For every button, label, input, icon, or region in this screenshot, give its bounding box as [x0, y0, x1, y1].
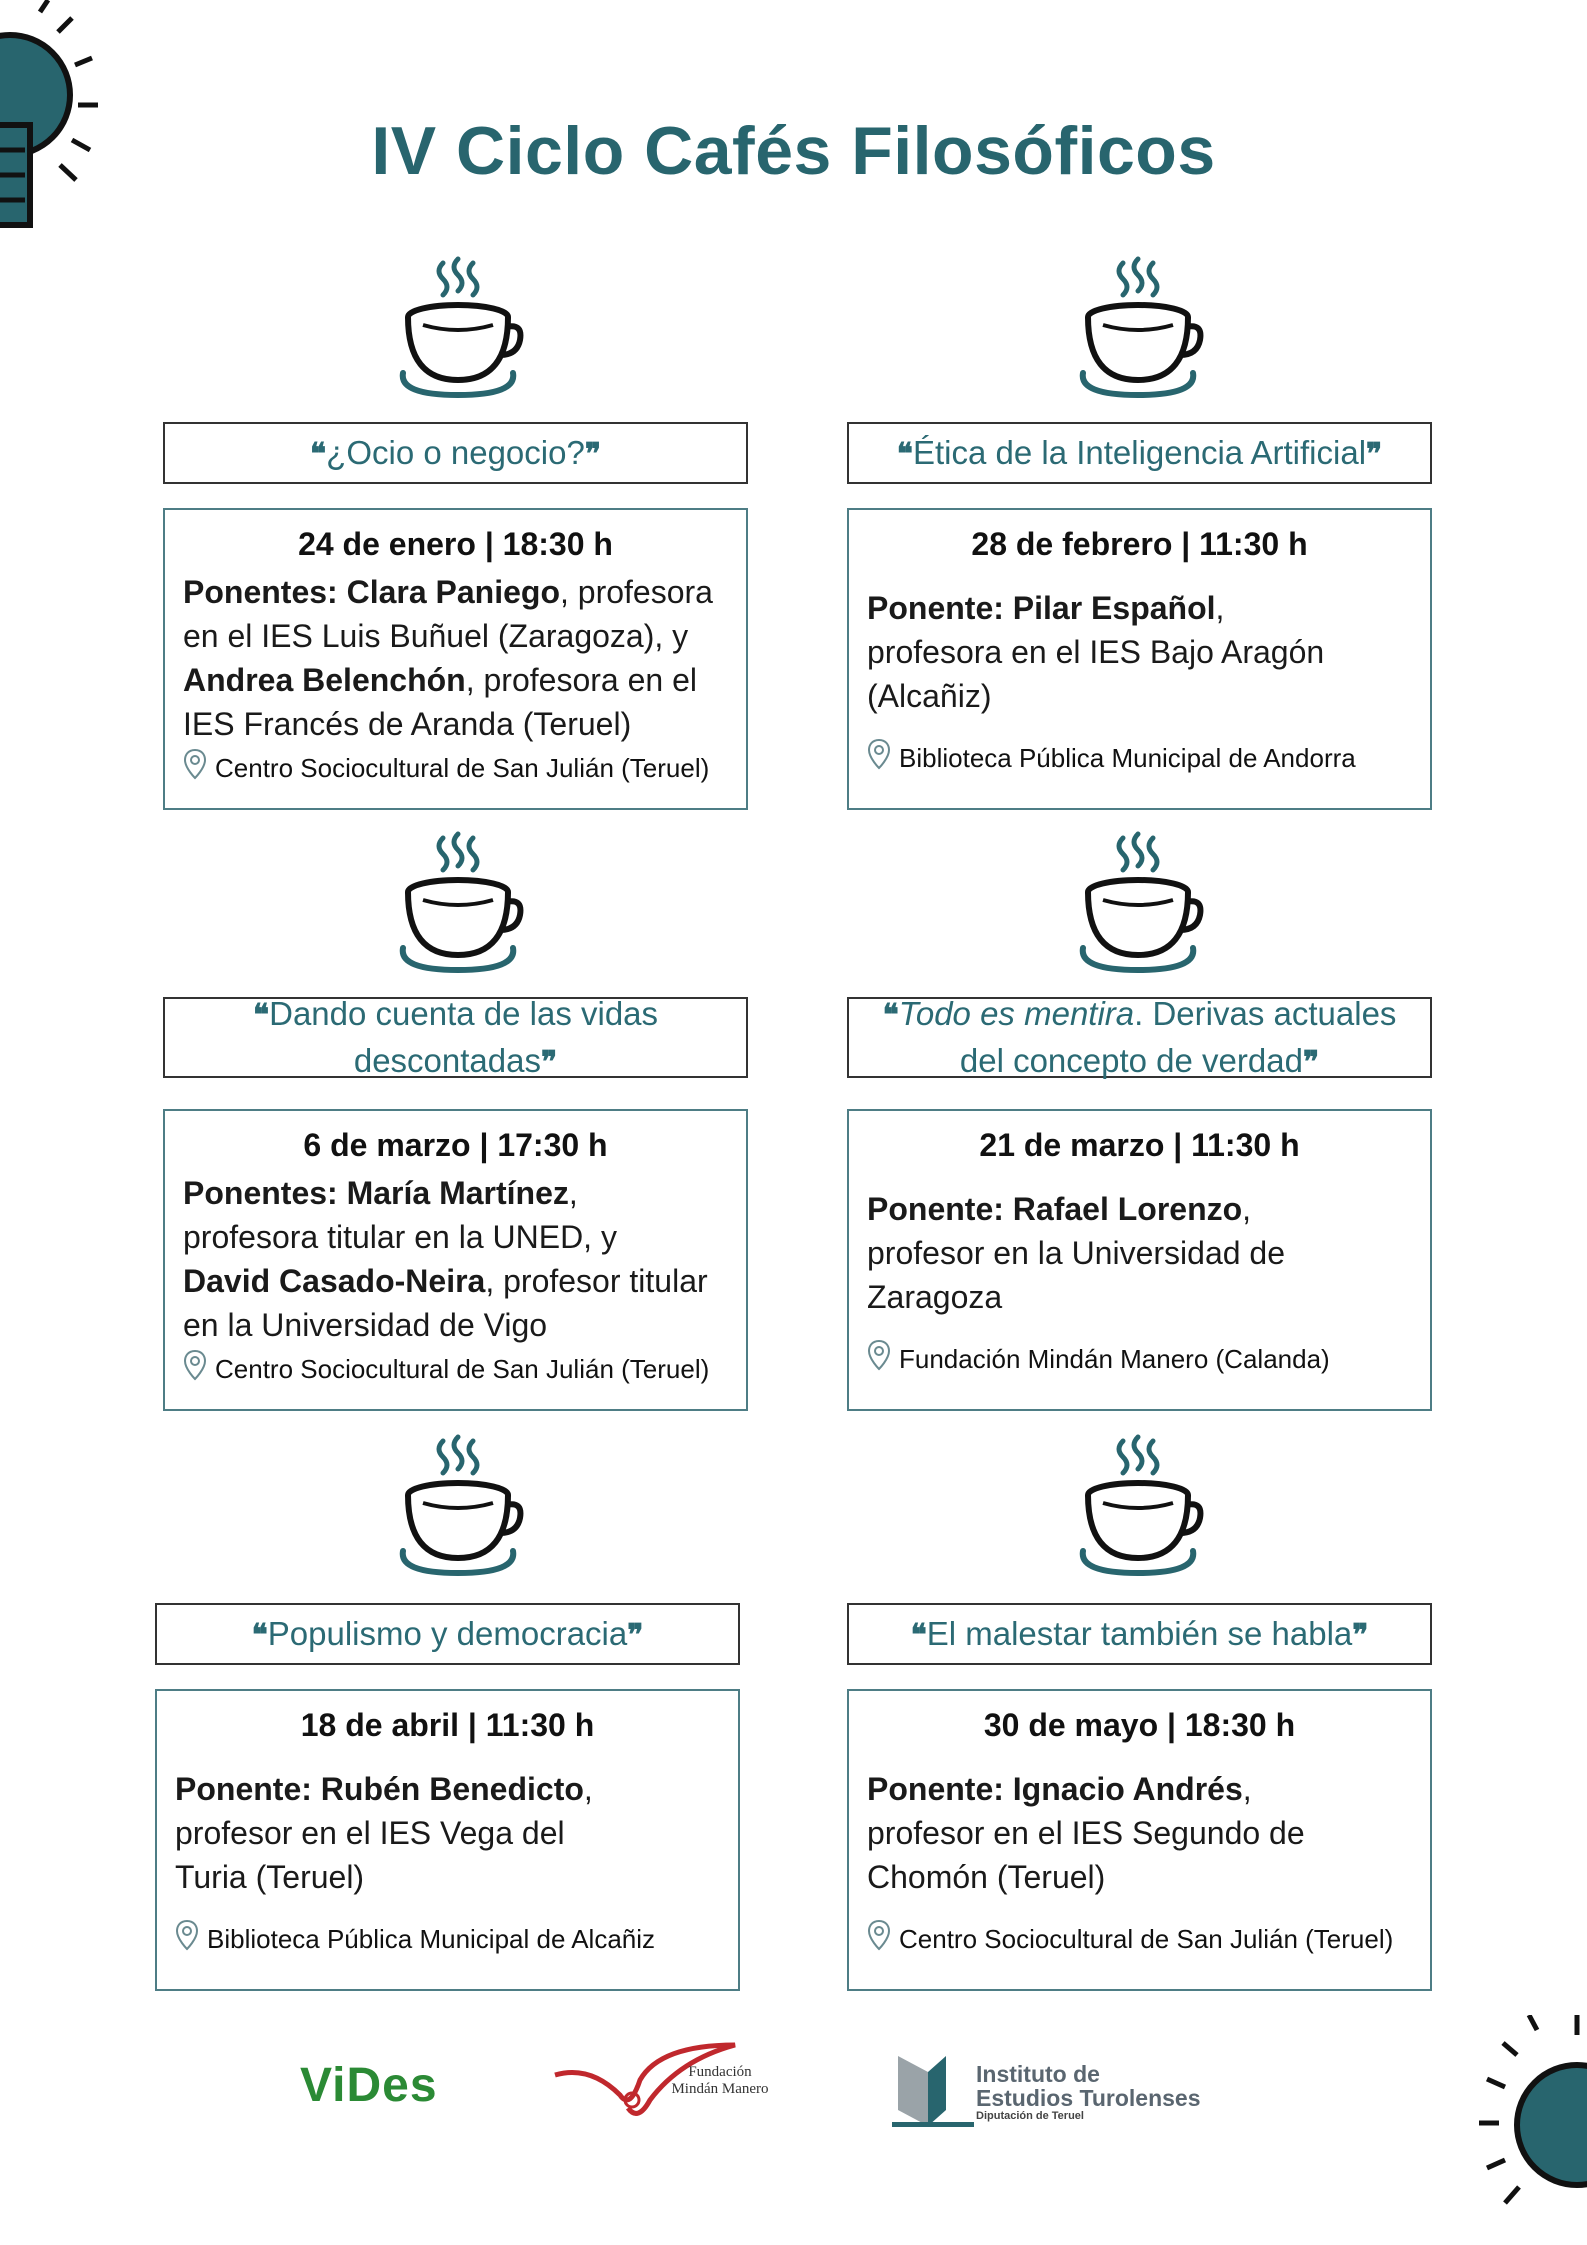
speaker-line	[175, 1855, 720, 1899]
event-date: 24 de enero | 18:30 h	[298, 526, 613, 562]
speaker-text: profesora titular en la UNED, y	[183, 1219, 617, 1255]
speaker-line	[867, 1275, 1412, 1319]
vides-logo: ViDes	[300, 2059, 438, 2112]
event-date: 21 de marzo | 11:30 h	[979, 1127, 1300, 1163]
speaker-text: en el IES Luis Buñuel (Zaragoza), y	[183, 618, 689, 654]
iet-line1: Instituto de	[976, 2061, 1100, 2087]
quote-close-icon: ❞	[540, 1044, 558, 1080]
event-details	[163, 1109, 748, 1411]
location-text: Fundación Mindán Manero (Calanda)	[899, 1343, 1330, 1374]
speaker-text: , profesora	[559, 574, 713, 610]
speaker-line	[175, 1811, 720, 1855]
location-text: Centro Sociocultural de San Julián (Teruel)	[899, 1923, 1394, 1954]
quote-open-icon: ❝	[310, 436, 327, 472]
speaker-text: ,	[583, 1771, 593, 1807]
event-title-text: El malestar también se habla	[926, 1614, 1353, 1652]
speaker-text: , profesora en el	[465, 662, 697, 698]
location-pin-icon	[175, 1919, 199, 1958]
event-title-text: ¿Ocio o negocio?	[326, 433, 585, 471]
speaker-line	[175, 1767, 720, 1811]
speaker-line	[183, 570, 728, 614]
event-details	[847, 508, 1432, 810]
speaker-line	[867, 674, 1412, 718]
event-title-text-end: . Derivas actuales del concepto de verdad	[959, 994, 1397, 1079]
mindan-line1: Fundación	[688, 2064, 752, 2080]
speaker-line	[183, 1259, 728, 1303]
location-pin-icon	[183, 1349, 207, 1388]
speaker-text: ,	[568, 1175, 578, 1211]
speaker-line	[867, 586, 1412, 630]
page-title: IV Ciclo Cafés Filosóficos	[371, 113, 1216, 189]
speaker-text: Turia (Teruel)	[175, 1859, 365, 1895]
speaker-text: profesor en el IES Vega del	[175, 1815, 565, 1851]
location-text: Centro Sociocultural de San Julián (Teruel)	[215, 1353, 710, 1384]
event-title-text: Ética de la Inteligencia Artificial	[912, 433, 1367, 471]
iet-line2: Estudios Turolenses	[976, 2085, 1201, 2111]
speaker-bold: Ponentes: María Martínez	[183, 1175, 569, 1211]
speaker-bold: Ponente: Ignacio Andrés	[867, 1771, 1243, 1807]
event-date: 30 de mayo | 18:30 h	[983, 1707, 1296, 1743]
speaker-line	[183, 614, 728, 658]
lightbulb-icon	[1477, 2015, 1587, 2245]
event-location	[183, 1349, 728, 1388]
event-location	[867, 738, 1412, 777]
location-pin-icon	[867, 1919, 891, 1958]
location-text: Biblioteca Pública Municipal de Alcañiz	[207, 1923, 656, 1954]
event-title-text: Dando cuenta de las vidas descontadas	[269, 994, 659, 1079]
speaker-text: ,	[1215, 590, 1225, 626]
iet-line3: Diputación de Teruel	[976, 2110, 1084, 2122]
coffee-cup-icon	[395, 255, 525, 405]
location-pin-icon	[867, 738, 891, 777]
speaker-line	[867, 1811, 1412, 1855]
event-title	[155, 1603, 740, 1665]
quote-open-icon: ❝	[251, 1617, 268, 1653]
speaker-line	[183, 702, 728, 746]
speaker-bold: Andrea Belenchón	[183, 662, 466, 698]
event-location	[867, 1339, 1412, 1378]
event-details	[847, 1109, 1432, 1411]
speaker-line	[867, 1187, 1412, 1231]
event-details	[847, 1689, 1432, 1991]
event-title	[163, 422, 748, 484]
speaker-text: profesor en la Universidad de	[867, 1235, 1286, 1271]
quote-open-icon: ❝	[252, 997, 270, 1033]
speaker-line	[183, 1171, 728, 1215]
speaker-text: , profesor titular	[485, 1263, 708, 1299]
event-title	[847, 1603, 1432, 1665]
event-date: 18 de abril | 11:30 h	[300, 1707, 595, 1743]
coffee-cup-icon	[395, 1433, 525, 1583]
event-title	[847, 994, 1432, 1080]
speaker-line	[183, 1303, 728, 1347]
quote-close-icon: ❞	[1302, 1044, 1320, 1080]
speaker-bold: David Casado-Neira	[183, 1263, 486, 1299]
mindan-manero-logo	[550, 2040, 780, 2130]
speaker-text: Chomón (Teruel)	[867, 1859, 1106, 1895]
speaker-text: Zaragoza	[867, 1279, 1003, 1315]
location-text: Centro Sociocultural de San Julián (Teruel)	[215, 752, 710, 783]
speaker-text: ,	[1242, 1771, 1252, 1807]
speaker-line	[867, 630, 1412, 674]
speaker-bold: Ponente: Rafael Lorenzo	[867, 1191, 1243, 1227]
coffee-cup-icon	[1075, 1433, 1205, 1583]
quote-close-icon: ❞	[584, 436, 601, 472]
coffee-cup-icon	[1075, 255, 1205, 405]
event-date: 6 de marzo | 17:30 h	[303, 1127, 608, 1163]
event-location	[867, 1919, 1412, 1958]
speaker-text: profesora en el IES Bajo Aragón	[867, 634, 1325, 670]
coffee-cup-icon	[1075, 830, 1205, 980]
quote-open-icon: ❝	[896, 436, 913, 472]
event-details	[163, 508, 748, 810]
coffee-cup-icon	[395, 830, 525, 980]
location-pin-icon	[183, 748, 207, 787]
speaker-line	[867, 1855, 1412, 1899]
event-details	[155, 1689, 740, 1991]
speaker-bold: Ponente: Rubén Benedicto	[175, 1771, 584, 1807]
speaker-bold: Ponente: Pilar Español	[867, 590, 1216, 626]
mindan-line2: Mindán Manero	[671, 2081, 769, 2097]
speaker-text: profesor en el IES Segundo de	[867, 1815, 1305, 1851]
event-title	[847, 422, 1432, 484]
speaker-bold: Ponentes: Clara Paniego	[183, 574, 560, 610]
iet-logo	[888, 2050, 1248, 2130]
location-pin-icon	[867, 1339, 891, 1378]
location-text: Biblioteca Pública Municipal de Andorra	[899, 742, 1356, 773]
speaker-line	[183, 1215, 728, 1259]
speaker-text: ,	[1242, 1191, 1252, 1227]
event-date: 28 de febrero | 11:30 h	[971, 526, 1308, 562]
event-location	[183, 748, 728, 787]
quote-open-icon: ❝	[910, 1617, 927, 1653]
speaker-text: (Alcañiz)	[867, 678, 992, 714]
event-title-emphasis: Todo es mentira	[898, 994, 1135, 1032]
speaker-line	[867, 1231, 1412, 1275]
quote-close-icon: ❞	[1366, 436, 1383, 472]
event-location	[175, 1919, 720, 1958]
speaker-text: IES Francés de Aranda (Teruel)	[183, 706, 632, 742]
quote-open-icon: ❝	[882, 997, 899, 1033]
speaker-line	[867, 1767, 1412, 1811]
quote-close-icon: ❞	[1352, 1617, 1369, 1653]
speaker-text: en la Universidad de Vigo	[183, 1307, 548, 1343]
event-title-text: Populismo y democracia	[267, 1614, 628, 1652]
event-title	[163, 994, 748, 1080]
speaker-line	[183, 658, 728, 702]
quote-close-icon: ❞	[627, 1617, 644, 1653]
